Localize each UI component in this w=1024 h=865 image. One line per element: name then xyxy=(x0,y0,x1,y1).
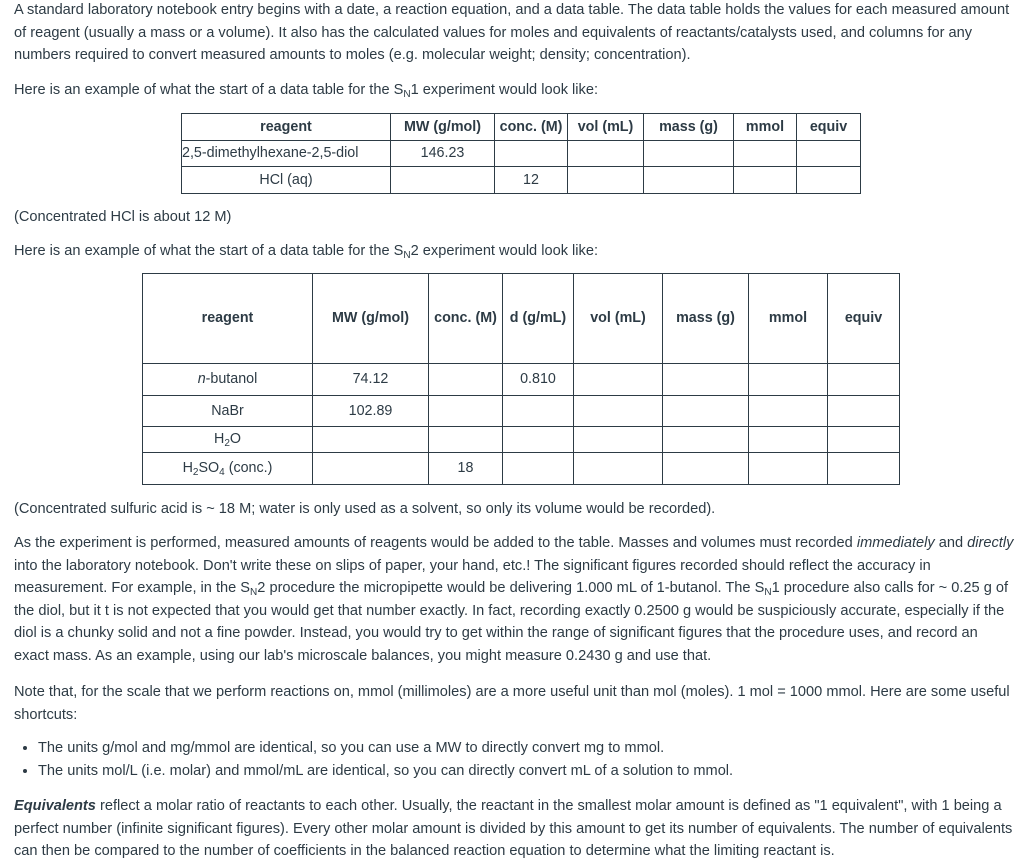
list-item: • The units g/mol and mg/mmol are identical, so you can use a MW to directly convert mg to mmol. xyxy=(38,737,1018,760)
sn1-example-caption: Here is an example of what the start of a data table for the $S_N1$ experiment would look like: xyxy=(14,82,599,100)
table-cell xyxy=(644,141,734,167)
column-header: vol (mL) xyxy=(568,114,644,141)
table-cell xyxy=(663,453,749,485)
table-cell xyxy=(568,141,644,167)
table-cell xyxy=(391,167,495,194)
column-header: equiv xyxy=(828,274,900,364)
equivalents-term: Equivalents xyxy=(14,798,96,814)
table-cell xyxy=(574,453,663,485)
column-header: reagent xyxy=(182,114,391,141)
reagent-cell: $H_2O$ xyxy=(143,427,313,453)
table-cell xyxy=(663,364,749,396)
table-cell: 12 xyxy=(495,167,568,194)
reagent-cell: NaBr xyxy=(143,396,313,427)
column-header: mmol xyxy=(734,114,797,141)
table-cell xyxy=(749,364,828,396)
table-cell xyxy=(828,396,900,427)
sn2-example-caption: Here is an example of what the start of a data table for the $S_N2$ experiment would look like: xyxy=(14,243,599,261)
table-cell xyxy=(663,427,749,453)
table-row xyxy=(143,453,900,485)
table-cell xyxy=(797,141,861,167)
table-header-row xyxy=(182,114,861,141)
table-cell xyxy=(574,364,663,396)
column-header: MW (g/mol) xyxy=(391,114,495,141)
table-cell xyxy=(749,396,828,427)
table-row xyxy=(143,364,900,396)
table-cell xyxy=(313,453,429,485)
reagent-cell: n-butanol xyxy=(143,364,313,396)
table-cell xyxy=(429,396,503,427)
table-cell xyxy=(574,427,663,453)
table-cell xyxy=(644,167,734,194)
mmol-paragraph: Note that, for the scale that we perform reactions on, mmol (millimoles) are a more useful unit than mol (moles). 1 mol = 1000 mmol. Here are some useful shortcuts: xyxy=(14,684,1010,723)
table-header-row xyxy=(143,274,900,364)
reagent-cell: HCl (aq) xyxy=(182,167,391,194)
column-header: conc. (M) xyxy=(495,114,568,141)
column-header: mass (g) xyxy=(644,114,734,141)
table-cell: 18 xyxy=(429,453,503,485)
table-row xyxy=(143,427,900,453)
table-cell xyxy=(828,364,900,396)
table-cell xyxy=(313,427,429,453)
table-cell xyxy=(749,427,828,453)
table-cell: 0.810 xyxy=(503,364,574,396)
column-header: equiv xyxy=(797,114,861,141)
table-cell xyxy=(503,453,574,485)
column-header: d (g/mL) xyxy=(503,274,574,364)
table-cell: 102.89 xyxy=(313,396,429,427)
table-cell xyxy=(749,453,828,485)
column-header: mmol xyxy=(749,274,828,364)
table-row xyxy=(182,167,861,194)
table-cell xyxy=(503,427,574,453)
table-cell xyxy=(797,167,861,194)
table-cell xyxy=(495,141,568,167)
sn2-data-table xyxy=(142,273,900,485)
column-header: vol (mL) xyxy=(574,274,663,364)
sn1-data-table xyxy=(181,113,861,194)
sulfuric-acid-note: (Concentrated sulfuric acid is ~ 18 M; water is only used as a solvent, so only its volume would be recorded). xyxy=(14,501,716,517)
column-header: conc. (M) xyxy=(429,274,503,364)
table-row xyxy=(182,141,861,167)
table-cell xyxy=(574,396,663,427)
table-cell xyxy=(828,453,900,485)
shortcuts-list xyxy=(14,737,1018,782)
list-item: • The units mol/L (i.e. molar) and mmol/mL are identical, so you can directly convert mL of a solution to mmol. xyxy=(38,760,1018,783)
intro-paragraph: A standard laboratory notebook entry begins with a date, a reaction equation, and a data table. The data table holds the values for each measured amount of reagent (usually a mass or a volume). It also has the calculated values for moles and equivalents of reactants/catalysts used, and columns for any numbers required to convert measured amounts to moles (e.g. molecular weight; density; concentration). xyxy=(14,2,1010,63)
table-cell xyxy=(429,364,503,396)
table-row xyxy=(143,396,900,427)
experiment-paragraph: As the experiment is performed, measured amounts of reagents would be added to the table. Masses and volumes must recorded immediately and directly into the laboratory notebook. Don't write these on slips of paper, your hand, etc.! The significant figures recorded should reflect the accuracy in measurement. For example, in the $S_N2$ procedure the micropipette would be delivering 1.000 mL of 1-butanol. The $S_N1$ procedure also calls for ~ 0.25 g of the diol, but it t is not expected that you would get that number exactly. In fact, recording exactly 0.2500 g would be suspiciously accurate, especially if the diol is a chunky solid and not a fine powder. Instead, you would try to get within the range of significant figures that the procedure uses, and record an exact mass. As an example, using our lab's microscale balances, you might measure 0.2430 g and use that. xyxy=(14,535,1014,664)
table-cell xyxy=(663,396,749,427)
reagent-cell: 2,5-dimethylhexane-2,5-diol xyxy=(182,141,391,167)
equivalents-paragraph: Equivalents reflect a molar ratio of reactants to each other. Usually, the reactant in the smallest molar amount is defined as "1 equivalent", with 1 being a perfect number (infinite significant figures). Every other molar amount is divided by this amount to get its number of equivalents. The number of equivalents can then be compared to the number of coefficients in the balanced reaction equation to determine what the limiting reactant is. xyxy=(14,798,1013,859)
reagent-cell: $H_2SO_4$ (conc.) xyxy=(143,453,313,485)
column-header: reagent xyxy=(143,274,313,364)
table-cell xyxy=(734,167,797,194)
table-cell: 74.12 xyxy=(313,364,429,396)
table-cell xyxy=(568,167,644,194)
table-cell xyxy=(429,427,503,453)
table-cell xyxy=(828,427,900,453)
hcl-concentration-note: (Concentrated HCl is about 12 M) xyxy=(14,209,232,225)
table-cell xyxy=(503,396,574,427)
column-header: MW (g/mol) xyxy=(313,274,429,364)
table-cell: 146.23 xyxy=(391,141,495,167)
table-cell xyxy=(734,141,797,167)
column-header: mass (g) xyxy=(663,274,749,364)
